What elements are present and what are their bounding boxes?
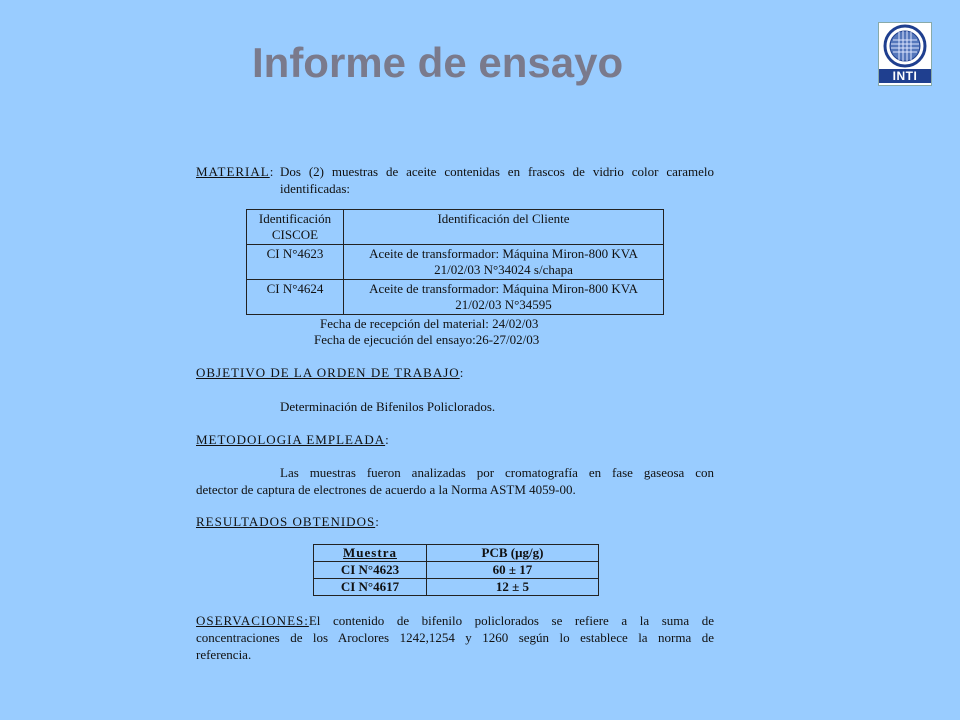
table-cell: 12 ± 5 bbox=[427, 579, 599, 596]
table-header-cell: Muestra bbox=[314, 545, 427, 562]
objetivo-label: OBJETIVO DE LA ORDEN DE TRABAJO bbox=[196, 365, 460, 380]
metodologia-colon: : bbox=[385, 432, 389, 447]
table-header-cell: Identificación CISCOE bbox=[247, 210, 344, 245]
inti-emblem-icon bbox=[879, 23, 931, 69]
table-cell: CI N°4623 bbox=[247, 245, 344, 280]
results-table bbox=[313, 544, 599, 596]
observaciones-text-line2: concentraciones de los Aroclores 1242,1254 y 1260 según lo establece la norma de bbox=[196, 630, 714, 645]
material-table bbox=[246, 209, 664, 315]
execution-date: Fecha de ejecución del ensayo:26-27/02/03 bbox=[314, 332, 540, 347]
material-colon: : bbox=[269, 164, 274, 179]
resultados-label: RESULTADOS OBTENIDOS bbox=[196, 514, 376, 529]
table-header-cell: PCB (μg/g) bbox=[427, 545, 599, 562]
table-header-cell: Identificación del Cliente bbox=[344, 210, 664, 245]
material-text-line2: identificadas: bbox=[280, 181, 351, 196]
table-cell: CI N°4617 bbox=[314, 579, 427, 596]
metodologia-text-line2: detector de captura de electrones de acuerdo a la Norma ASTM 4059-00. bbox=[196, 482, 576, 497]
table-row bbox=[314, 579, 599, 596]
table-cell: CI N°4624 bbox=[247, 280, 344, 315]
reception-date: Fecha de recepción del material: 24/02/03 bbox=[320, 316, 539, 331]
table-cell: Aceite de transformador: Máquina Miron-800 KVA 21/02/03 N°34595 bbox=[344, 280, 664, 315]
table-header-row bbox=[314, 545, 599, 562]
table-row bbox=[247, 280, 664, 315]
material-section bbox=[196, 163, 273, 180]
metodologia-heading bbox=[196, 431, 389, 448]
table-cell: Aceite de transformador: Máquina Miron-800 KVA 21/02/03 N°34024 s/chapa bbox=[344, 245, 664, 280]
material-label: MATERIAL bbox=[196, 164, 270, 179]
inti-logo bbox=[878, 22, 932, 86]
table-row bbox=[247, 245, 664, 280]
page-title: Informe de ensayo bbox=[252, 39, 624, 86]
material-text-line1: Dos (2) muestras de aceite contenidas en frascos de vidrio color caramelo bbox=[280, 164, 714, 179]
resultados-heading bbox=[196, 513, 379, 530]
resultados-colon: : bbox=[375, 514, 379, 529]
metodologia-label: METODOLOGIA EMPLEADA bbox=[196, 432, 386, 447]
logo-text: INTI bbox=[879, 69, 931, 83]
observaciones-text-line1: El contenido de bifenilo policlorados se refiere a la suma de bbox=[308, 613, 714, 628]
objetivo-heading bbox=[196, 364, 463, 381]
table-cell: 60 ± 17 bbox=[427, 562, 599, 579]
table-row bbox=[314, 562, 599, 579]
table-cell: CI N°4623 bbox=[314, 562, 427, 579]
observaciones-text-line3: referencia. bbox=[196, 647, 252, 662]
table-header-row bbox=[247, 210, 664, 245]
metodologia-text-line1: Las muestras fueron analizadas por cromatografía en fase gaseosa con bbox=[280, 465, 714, 480]
observaciones-line1 bbox=[196, 612, 714, 629]
objetivo-text: Determinación de Bifenilos Policlorados. bbox=[280, 399, 496, 414]
observaciones-label: OSERVACIONES: bbox=[196, 613, 309, 628]
objetivo-colon: : bbox=[459, 365, 464, 380]
